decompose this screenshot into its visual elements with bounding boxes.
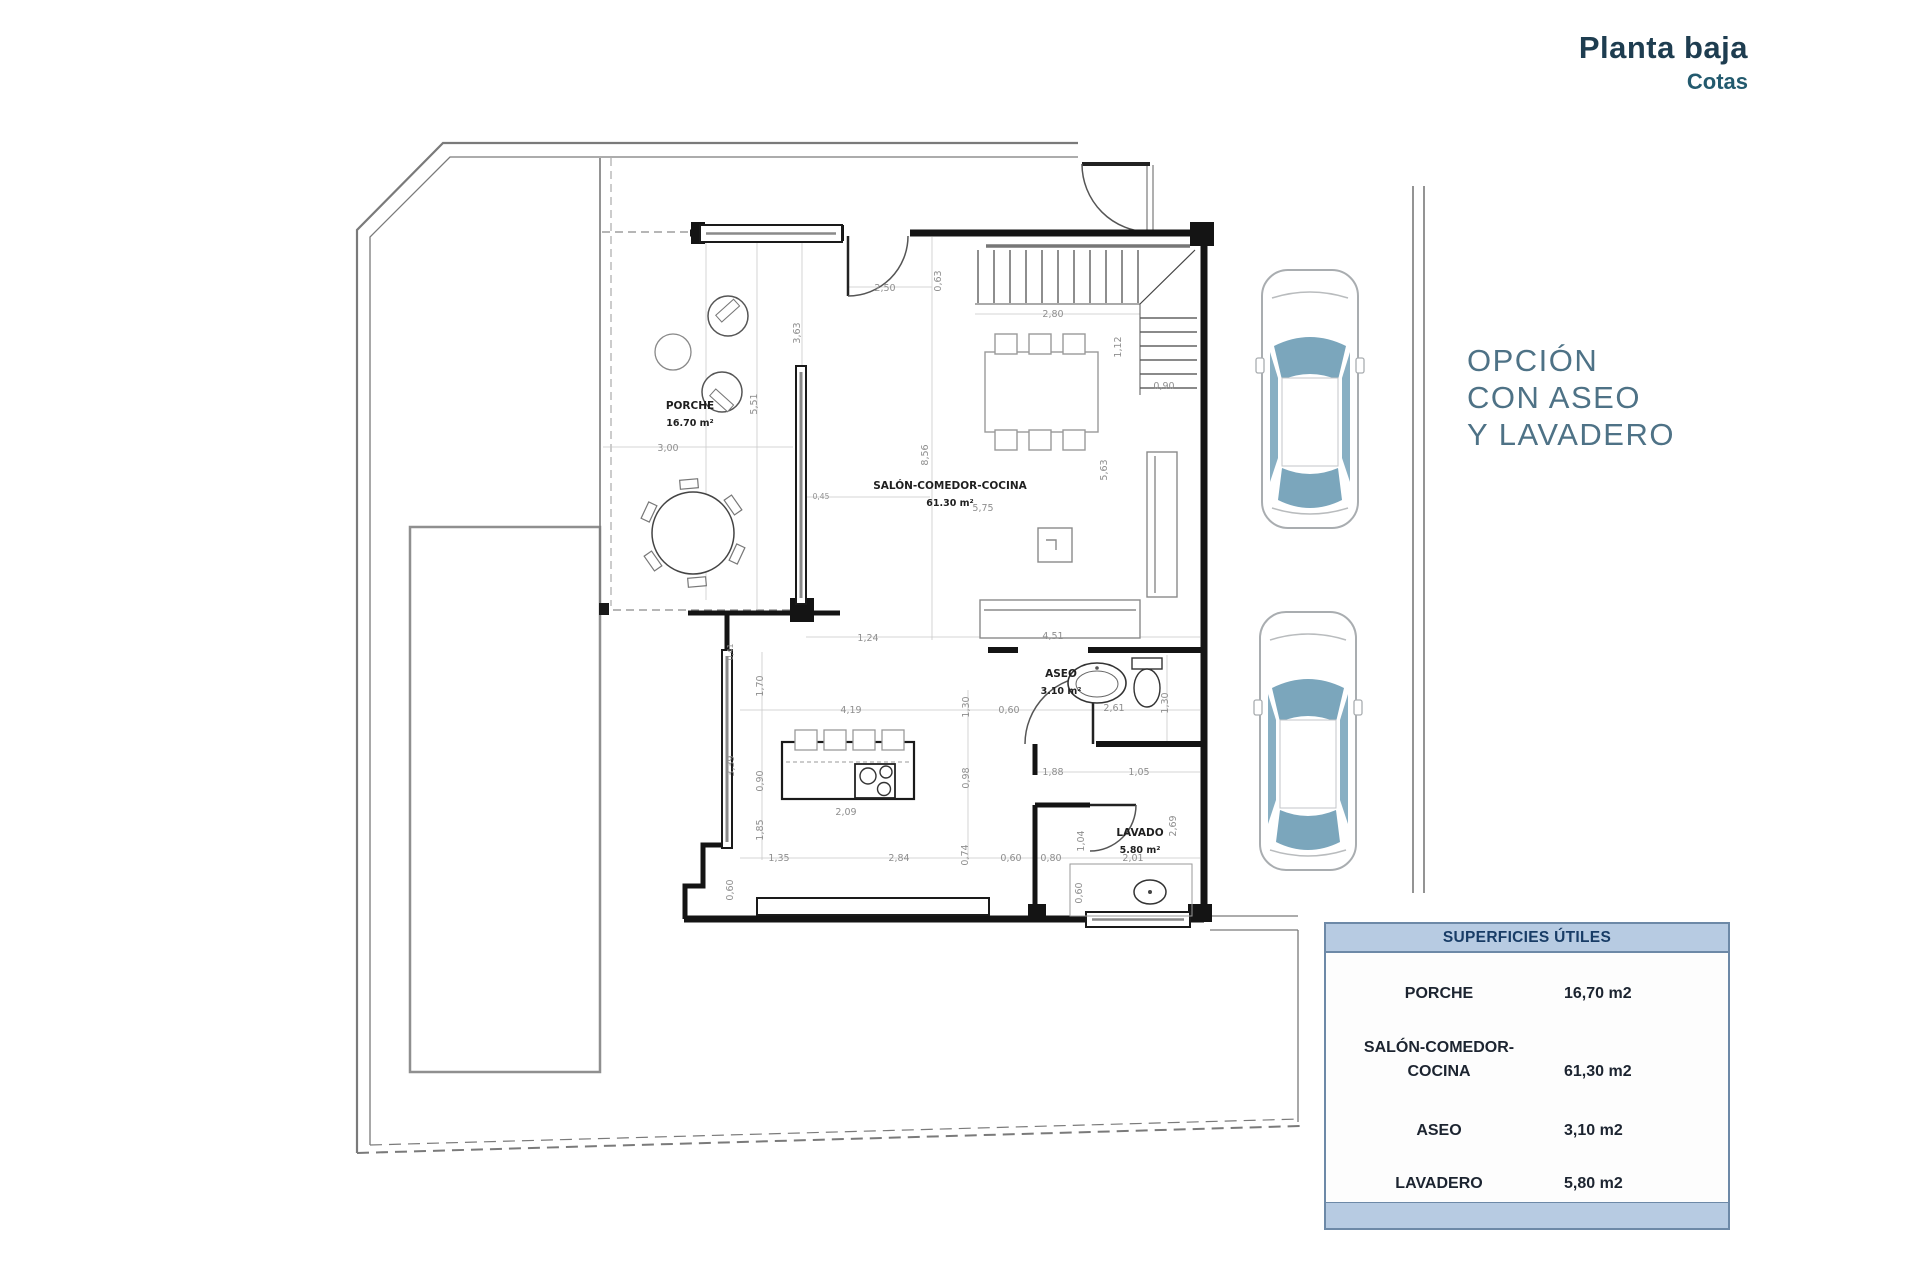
surface-value: 5,80 m2: [1564, 1175, 1623, 1192]
dimension-label: 1,30: [961, 696, 972, 718]
dimension-label: 2,69: [1168, 815, 1179, 837]
windows: [700, 225, 1190, 927]
dimension-label: 0,63: [933, 270, 944, 292]
entrance-gate: [1078, 136, 1150, 232]
dimension-label: 0,60: [1074, 882, 1085, 904]
dimension-label: 0,74: [960, 844, 971, 866]
kitchen-island: [782, 730, 914, 799]
surface-label: ASEO: [1416, 1122, 1462, 1139]
walls: [684, 229, 1207, 922]
room-label-salon: SALÓN-COMEDOR-COCINA: [873, 480, 1027, 492]
dimension-label: 2,09: [835, 807, 857, 818]
dimension-label: 1,70: [755, 675, 766, 697]
dimension-label: 1,24: [857, 633, 879, 644]
dimension-label: 1,12: [1113, 336, 1124, 358]
surface-value: 16,70 m2: [1564, 985, 1632, 1002]
porch-furniture: [641, 296, 748, 587]
dimension-label: 2,50: [874, 283, 896, 294]
page-title: Planta baja: [1578, 30, 1748, 65]
wall-posts: [691, 222, 1214, 922]
dimension-label: 1,35: [768, 853, 790, 864]
dimension-label: 2,84: [888, 853, 910, 864]
dimension-label: 8,56: [920, 444, 931, 466]
dimension-label: 1,30: [1160, 692, 1171, 714]
dining-table: [985, 334, 1098, 450]
room-area-lavado: 5.80 m²: [1119, 845, 1161, 856]
surface-label: PORCHE: [1404, 985, 1474, 1002]
option-note-line2: CON ASEO: [1467, 380, 1641, 415]
surfaces-table-footer-band: [1326, 1202, 1728, 1228]
room-label-lavado: LAVADO: [1116, 827, 1164, 839]
car-bottom: [1254, 612, 1362, 870]
surfaces-table-row: [1326, 1172, 1728, 1196]
dimension-label: 0,90: [1153, 381, 1175, 392]
room-area-aseo: 3.10 m²: [1040, 686, 1082, 697]
surface-value: 61,30 m2: [1564, 1063, 1632, 1080]
surfaces-table-row: [1326, 982, 1728, 1006]
dimension-labels: [657, 270, 1179, 903]
lavadero-fixtures: [1070, 864, 1192, 916]
dimension-label: 4,19: [840, 705, 862, 716]
room-area-salon: 61.30 m²: [926, 498, 974, 509]
surface-label: SALÓN-COMEDOR- COCINA: [1363, 1039, 1515, 1080]
dimension-label: 0,60: [998, 705, 1020, 716]
page-subtitle: Cotas: [1686, 69, 1748, 94]
car-top: [1256, 270, 1364, 528]
dimension-label: 0,45: [812, 492, 830, 501]
aseo-fixtures: [1068, 658, 1162, 707]
pool: [410, 527, 600, 1072]
surfaces-table-row: [1326, 1119, 1728, 1143]
title-block: [1579, 30, 1748, 95]
dimension-label: 0,80: [1040, 853, 1062, 864]
dimension-label: 1,04: [1076, 830, 1087, 852]
dimension-label: 1,88: [1042, 767, 1064, 778]
dimension-label: 2,61: [1103, 703, 1125, 714]
dimension-label: 1,05: [1128, 767, 1150, 778]
room-label-porche: PORCHE: [665, 400, 715, 412]
dimension-label: 3,39: [726, 755, 737, 777]
dimension-label: 3,00: [657, 443, 679, 454]
dimension-label: 3,63: [792, 322, 803, 344]
dimension-label: 4,51: [1042, 631, 1064, 642]
room-area-porche: 16.70 m²: [666, 418, 714, 429]
dimension-label: 0,98: [961, 767, 972, 789]
dimension-label: 5,75: [972, 503, 994, 514]
dimension-label: 1,85: [755, 819, 766, 841]
room-label-aseo: ASEO: [1045, 668, 1077, 680]
surface-value: 3,10 m2: [1564, 1122, 1623, 1139]
dimension-label: 0,60: [1000, 853, 1022, 864]
surface-label: LAVADERO: [1395, 1175, 1483, 1192]
dimension-label: 2,80: [1042, 309, 1064, 320]
dimension-label: 2,01: [1122, 853, 1144, 864]
surfaces-table-header: SUPERFICIES ÚTILES: [1326, 924, 1728, 953]
dimension-label: 0,90: [755, 770, 766, 792]
dimension-label: 5,63: [1099, 459, 1110, 481]
surfaces-table-row: [1326, 1036, 1728, 1084]
option-note: [1467, 342, 1675, 453]
dimension-label: 0,41: [726, 643, 735, 661]
dimension-label: 5,51: [749, 393, 760, 415]
option-note-line3: Y LAVADERO: [1467, 417, 1675, 452]
surfaces-table: [1324, 922, 1730, 1230]
kitchen-counter: [757, 898, 989, 915]
dimension-label: 0,60: [725, 879, 736, 901]
road-edge: [1413, 186, 1424, 893]
option-note-line1: OPCIÓN: [1467, 343, 1599, 378]
